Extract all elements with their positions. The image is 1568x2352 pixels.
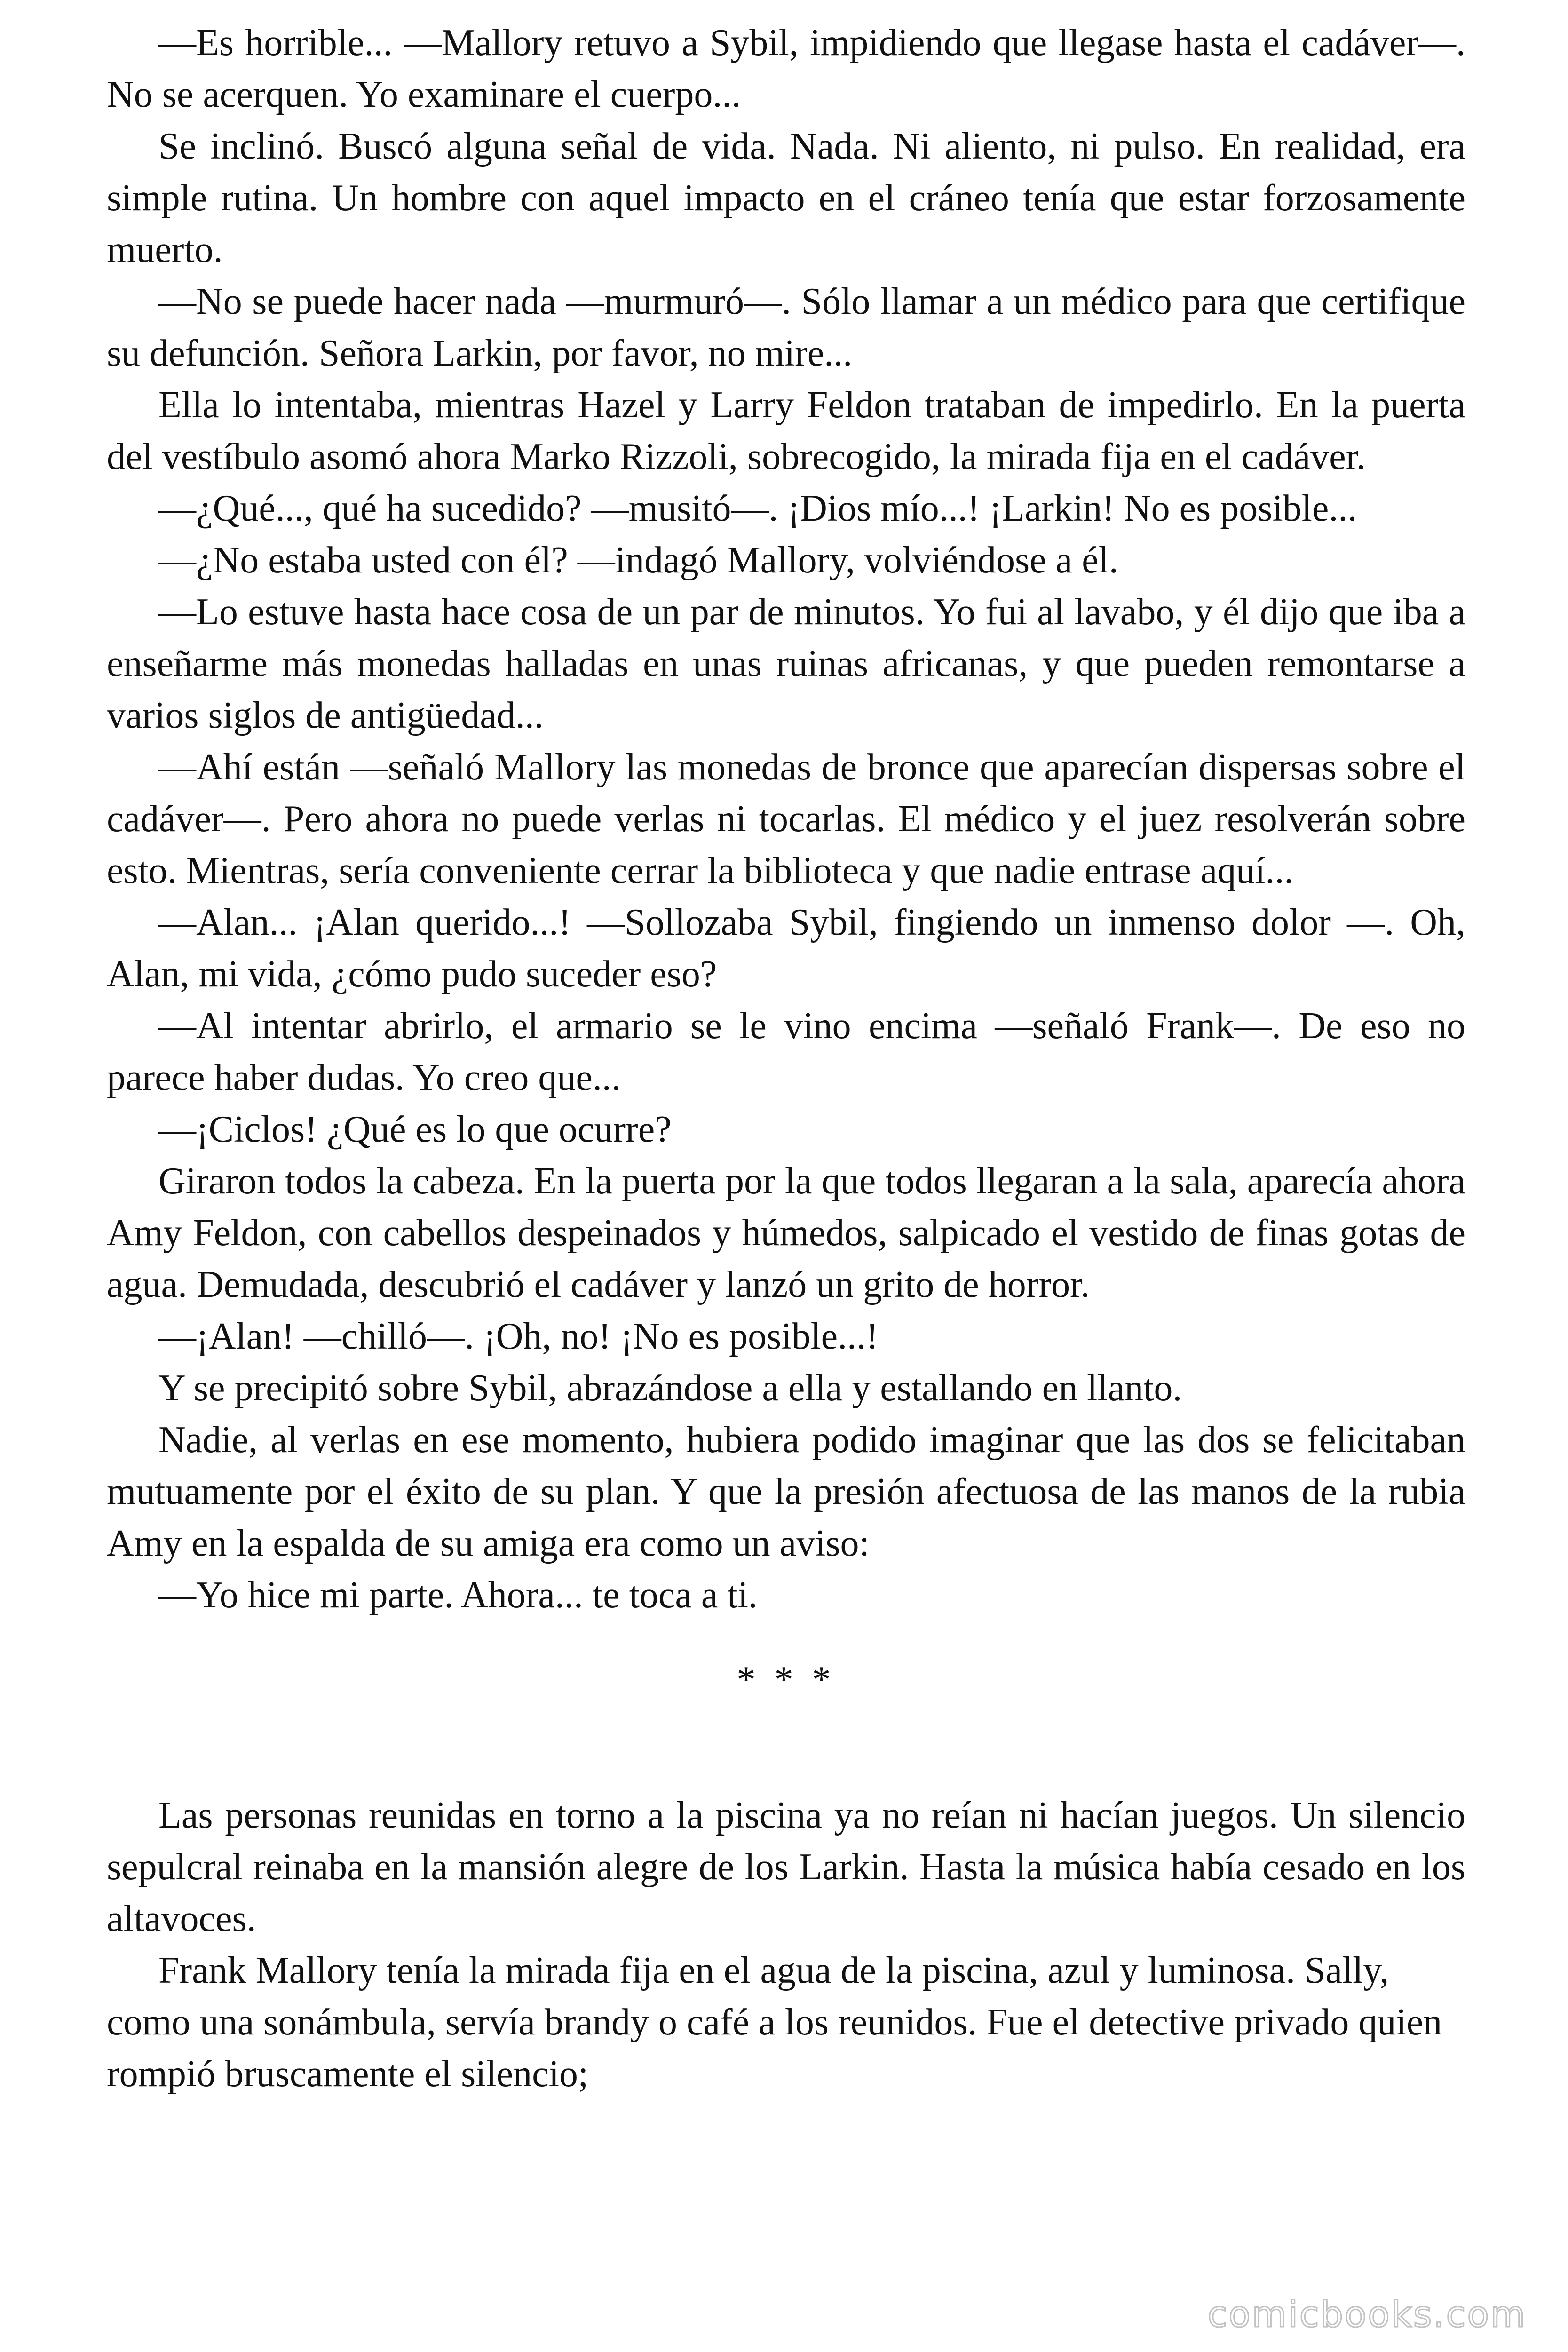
paragraph: —Ahí están —señaló Mallory las monedas de bronce que aparecían dispersas sobre el cadáver—. Pero ahora no puede verlas ni tocarlas. El médico y el juez resolverán sobre esto. Mientras, sería conveniente cerrar la biblioteca y que nadie entrase aquí... xyxy=(107,747,1465,891)
paragraph: —¡Ciclos! ¿Qué es lo que ocurre? xyxy=(158,1109,672,1150)
watermark: comicbooks.com xyxy=(1207,2293,1527,2335)
paragraph: Y se precipitó sobre Sybil, abrazándose a ella y estallando en llanto. xyxy=(158,1367,1182,1409)
paragraph: Las personas reunidas en torno a la piscina ya no reían ni hacían juegos. Un silencio sepulcral reinaba en la mansión alegre de los Larkin. Hasta la música había cesado en los altavoces. xyxy=(107,1795,1465,1939)
paragraph: —Alan... ¡Alan querido...! —Sollozaba Sybil, fingiendo un inmenso dolor —. Oh, Alan, mi vida, ¿cómo pudo suceder eso? xyxy=(107,902,1465,995)
paragraph: —¿Qué..., qué ha sucedido? —musitó—. ¡Dios mío...! ¡Larkin! No es posible... xyxy=(158,488,1357,529)
paragraph: Giraron todos la cabeza. En la puerta por la que todos llegaran a la sala, aparecía ahora Amy Feldon, con cabellos despeinados y húmedos, salpicado el vestido de finas gotas de agua. Demudada, descubrió el cadáver y lanzó un grito de horror. xyxy=(107,1160,1465,1305)
paragraph: —No se puede hacer nada —murmuró—. Sólo llamar a un médico para que certifique su defunción. Señora Larkin, por favor, no mire... xyxy=(107,281,1465,374)
paragraph: Ella lo intentaba, mientras Hazel y Larry Feldon trataban de impedirlo. En la puerta del vestíbulo asomó ahora Marko Rizzoli, sobrecogido, la mirada fija en el cadáver. xyxy=(107,384,1465,477)
paragraph: —Lo estuve hasta hace cosa de un par de minutos. Yo fui al lavabo, y él dijo que iba a enseñarme más monedas halladas en unas ruinas africanas, y que pueden remontarse a varios siglos de antigüedad... xyxy=(107,591,1465,736)
paragraph: —¡Alan! —chilló—. ¡Oh, no! ¡No es posible...! xyxy=(158,1316,879,1357)
paragraph: Se inclinó. Buscó alguna señal de vida. Nada. Ni aliento, ni pulso. En realidad, era simple rutina. Un hombre con aquel impacto en el cráneo tenía que estar forzosamente muerto. xyxy=(107,126,1465,270)
paragraph: —Yo hice mi parte. Ahora... te toca a ti. xyxy=(158,1574,758,1616)
section-separator: * * * xyxy=(736,1659,836,1700)
paragraph: —Es horrible... —Mallory retuvo a Sybil, impidiendo que llegase hasta el cadáver—. No se acerquen. Yo examinare el cuerpo... xyxy=(107,22,1465,115)
paragraph: Nadie, al verlas en ese momento, hubiera podido imaginar que las dos se felicitaban mutuamente por el éxito de su plan. Y que la presión afectuosa de las manos de la rubia Amy en la espalda de su amiga era como un aviso: xyxy=(107,1419,1465,1564)
paragraph: —Al intentar abrirlo, el armario se le vino encima —señaló Frank—. De eso no parece haber dudas. Yo creo que... xyxy=(107,1005,1465,1098)
page-text xyxy=(107,17,1465,2100)
paragraph: Frank Mallory tenía la mirada fija en el agua de la piscina, azul y luminosa. Sally, como una sonámbula, servía brandy o café a los reunidos. Fue el detective privado quien rompió bruscamente el silencio; xyxy=(107,1950,1442,2095)
paragraph: —¿No estaba usted con él? —indagó Mallory, volviéndose a él. xyxy=(158,540,1118,581)
